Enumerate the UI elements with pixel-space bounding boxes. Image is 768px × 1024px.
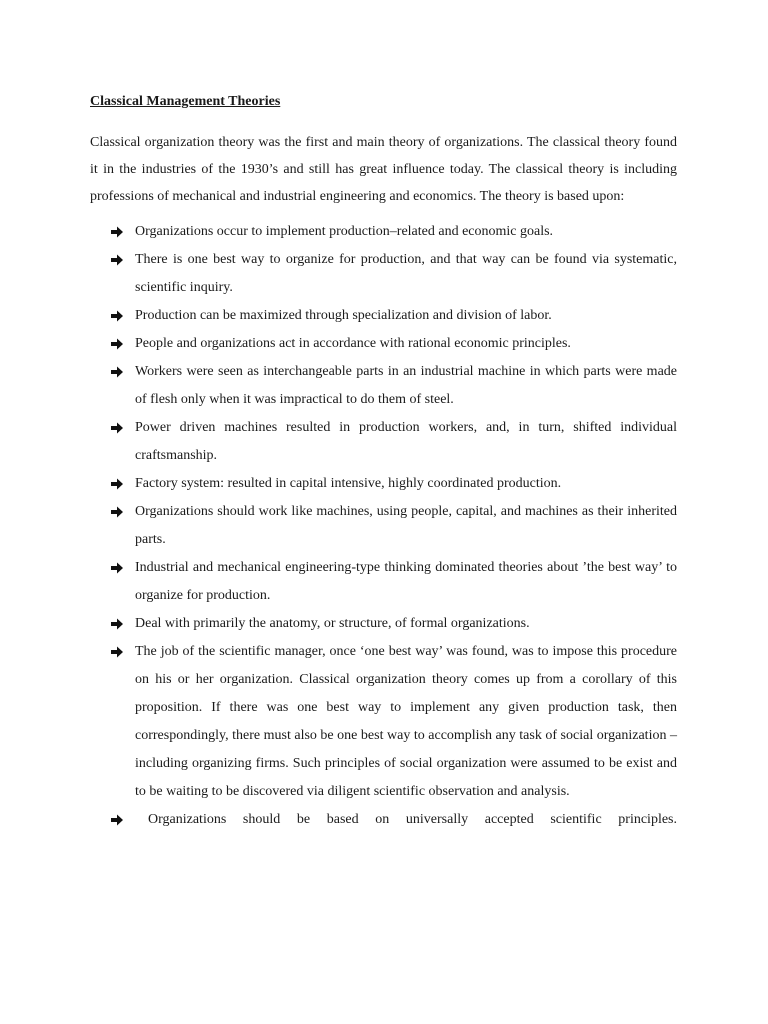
list-item bbox=[90, 358, 677, 414]
list-item-text: People and organizations act in accordance with rational economic principles. bbox=[135, 336, 571, 351]
right-arrow-icon bbox=[110, 610, 128, 638]
list-item-text: Production can be maximized through specialization and division of labor. bbox=[135, 308, 552, 323]
list-item-text: Industrial and mechanical engineering-type thinking dominated theories about ’the best way’ to organize for production. bbox=[135, 560, 677, 603]
right-arrow-icon bbox=[110, 302, 128, 330]
list-item-text: Power driven machines resulted in production workers, and, in turn, shifted individual craftsmanship. bbox=[135, 420, 677, 463]
list-item-text: Organizations should be based on universally accepted scientific principles. bbox=[148, 812, 677, 827]
list-item-text: The job of the scientific manager, once ‘one best way’ was found, was to impose this procedure on his or her organization. Classical organization theory comes up from a corollary of this proposition. If there was one best way to implement any given production task, then correspondingly, there must also be one best way to accomplish any task of social organization – including organizing firms. Such principles of social organization were assumed to be exist and to be waiting to be discovered via diligent scientific observation and analysis. bbox=[135, 644, 677, 799]
right-arrow-icon bbox=[110, 554, 128, 582]
document-page bbox=[90, 88, 677, 834]
list-item-text: Deal with primarily the anatomy, or structure, of formal organizations. bbox=[135, 616, 530, 631]
list-item bbox=[90, 610, 677, 638]
list-item-text: Factory system: resulted in capital intensive, highly coordinated production. bbox=[135, 476, 562, 491]
right-arrow-icon bbox=[110, 470, 128, 498]
list-item bbox=[90, 470, 677, 498]
list-item-text: Organizations occur to implement production–related and economic goals. bbox=[135, 224, 554, 239]
list-item bbox=[90, 218, 677, 246]
right-arrow-icon bbox=[110, 246, 128, 274]
right-arrow-icon bbox=[110, 806, 128, 834]
list-item bbox=[90, 414, 677, 470]
list-item bbox=[90, 302, 677, 330]
list-item bbox=[90, 330, 677, 358]
right-arrow-icon bbox=[110, 414, 128, 442]
list-item-text: Workers were seen as interchangeable parts in an industrial machine in which parts were made of flesh only when it was impractical to do them of steel. bbox=[135, 364, 677, 407]
document-title: Classical Management Theories bbox=[90, 94, 281, 109]
bullet-list bbox=[90, 218, 677, 834]
list-item bbox=[90, 806, 677, 834]
list-item bbox=[90, 246, 677, 302]
right-arrow-icon bbox=[110, 638, 128, 666]
list-item-text: Organizations should work like machines, using people, capital, and machines as their inherited parts. bbox=[135, 504, 677, 547]
list-item bbox=[90, 554, 677, 610]
right-arrow-icon bbox=[110, 218, 128, 246]
list-item bbox=[90, 638, 677, 806]
intro-paragraph: Classical organization theory was the first and main theory of organizations. The classical theory found it in the industries of the 1930’s and still has great influence today. The classical theory is including professions of mechanical and industrial engineering and economics. The theory is based upon: bbox=[90, 135, 677, 204]
right-arrow-icon bbox=[110, 498, 128, 526]
right-arrow-icon bbox=[110, 330, 128, 358]
list-item bbox=[90, 498, 677, 554]
list-item-text: There is one best way to organize for production, and that way can be found via systematic, scientific inquiry. bbox=[135, 252, 677, 295]
right-arrow-icon bbox=[110, 358, 128, 386]
